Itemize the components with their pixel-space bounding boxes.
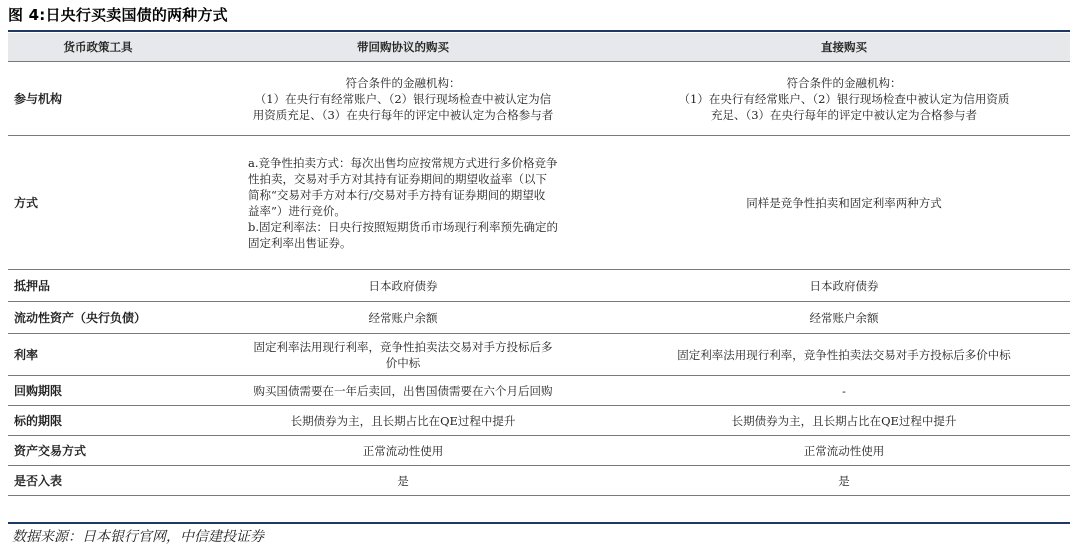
cell-line: （1）在央行有经常账户、（2）银行现场检查中被认定为信 — [254, 91, 552, 106]
cell-text — [291, 413, 516, 429]
cell-text — [254, 339, 553, 371]
cell-text — [679, 75, 1010, 123]
cell-line: 购买国债需要在一年后卖回，出售国债需要在六个月后回购 — [253, 383, 553, 398]
cell-line: （1）在央行有经常账户、（2）银行现场检查中被认定为信用资质 — [678, 91, 1010, 106]
figure-title: 图 4:日央行买卖国债的两种方式 — [8, 6, 228, 24]
cell-text — [248, 155, 558, 251]
cell-text — [677, 347, 1011, 363]
table-row — [8, 270, 1070, 302]
bottom-rule — [8, 522, 1070, 524]
cell-line: 固定利率法用现行利率，竞争性拍卖法交易对手方投标后多 — [253, 339, 553, 354]
row-label: 资产交易方式 — [8, 436, 188, 466]
cell-line: 正常流动性使用 — [362, 443, 444, 458]
cell-text — [838, 473, 850, 489]
cell-direct — [618, 466, 1070, 496]
header-direct: 直接购买 — [618, 33, 1070, 62]
cell-line: 符合条件的金融机构： — [345, 75, 461, 90]
cell-line: 经常账户余额 — [809, 310, 879, 325]
cell-line: 固定利率法用现行利率，竞争性拍卖法交易对手方投标后多价中标 — [677, 347, 1011, 362]
cell-line: 充足、（3）在央行每年的评定中被认定为合格参与者 — [710, 107, 978, 122]
cell-line: 长期债券为主，且长期占比在QE过程中提升 — [731, 413, 957, 428]
cell-repo — [188, 270, 618, 302]
cell-text — [804, 443, 885, 459]
cell-line: 符合条件的金融机构： — [786, 75, 902, 90]
cell-line: 是 — [838, 473, 850, 488]
cell-line: 经常账户余额 — [368, 310, 438, 325]
table-row — [8, 136, 1070, 270]
cell-line: 固定利率出售证券。 — [247, 235, 352, 250]
cell-text — [254, 383, 553, 399]
cell-text — [842, 383, 846, 399]
cell-line: 同样是竞争性拍卖和固定利率两种方式 — [746, 195, 942, 210]
cell-line: 是 — [397, 473, 409, 488]
cell-line: 日本政府债券 — [368, 278, 438, 293]
cell-line: 性拍卖，交易对手方对其持有证券期间的期望收益率（以下 — [247, 171, 547, 186]
cell-direct — [618, 334, 1070, 376]
cell-line: b.固定利率法：日央行按照短期货币市场现行利率预先确定的 — [247, 219, 558, 234]
header-row — [8, 33, 1070, 62]
cell-direct — [618, 62, 1070, 136]
cell-line: a.竞争性拍卖方式：每次出售均应按常规方式进行多价格竞争 — [247, 155, 558, 170]
cell-text — [253, 75, 554, 123]
cell-repo — [188, 436, 618, 466]
cell-text — [810, 278, 879, 294]
cell-line: 长期债券为主，且长期占比在QE过程中提升 — [290, 413, 516, 428]
cell-repo — [188, 376, 618, 406]
row-label: 利率 — [8, 334, 188, 376]
comparison-table — [8, 33, 1070, 496]
cell-text — [369, 278, 438, 294]
table-row — [8, 302, 1070, 334]
cell-repo — [188, 334, 618, 376]
cell-line: 用资质充足、（3）在央行每年的评定中被认定为合格参与者 — [252, 107, 554, 122]
header-repo: 带回购协议的购买 — [188, 33, 618, 62]
row-label: 抵押品 — [8, 270, 188, 302]
cell-repo — [188, 466, 618, 496]
cell-line: 价中标 — [385, 355, 421, 370]
source-note: 数据来源：日本银行官网，中信建投证券 — [12, 529, 264, 545]
cell-direct — [618, 136, 1070, 270]
table-row — [8, 406, 1070, 436]
cell-text — [810, 310, 879, 326]
row-label: 参与机构 — [8, 62, 188, 136]
top-rule — [8, 30, 1070, 32]
cell-direct — [618, 270, 1070, 302]
cell-line: - — [842, 383, 846, 398]
cell-direct — [618, 406, 1070, 436]
cell-line: 益率”）进行竞价。 — [247, 203, 346, 218]
cell-text — [746, 195, 942, 211]
row-label: 回购期限 — [8, 376, 188, 406]
row-label: 方式 — [8, 136, 188, 270]
cell-repo — [188, 136, 618, 270]
cell-text — [363, 443, 444, 459]
cell-repo — [188, 62, 618, 136]
table-row — [8, 436, 1070, 466]
cell-direct — [618, 436, 1070, 466]
cell-line: 简称“交易对手方对本行/交易对手方持有证券期间的期望收 — [247, 187, 546, 202]
cell-repo — [188, 302, 618, 334]
cell-line: 日本政府债券 — [809, 278, 879, 293]
cell-direct — [618, 376, 1070, 406]
row-label: 流动性资产（央行负债） — [8, 302, 188, 334]
row-label: 是否入表 — [8, 466, 188, 496]
table-row — [8, 376, 1070, 406]
row-label: 标的期限 — [8, 406, 188, 436]
cell-text — [732, 413, 957, 429]
table-row — [8, 62, 1070, 136]
cell-direct — [618, 302, 1070, 334]
cell-repo — [188, 406, 618, 436]
table-row — [8, 334, 1070, 376]
cell-text — [369, 310, 438, 326]
header-tool: 货币政策工具 — [8, 33, 188, 62]
cell-line: 正常流动性使用 — [803, 443, 885, 458]
cell-text — [397, 473, 409, 489]
table-row — [8, 466, 1070, 496]
